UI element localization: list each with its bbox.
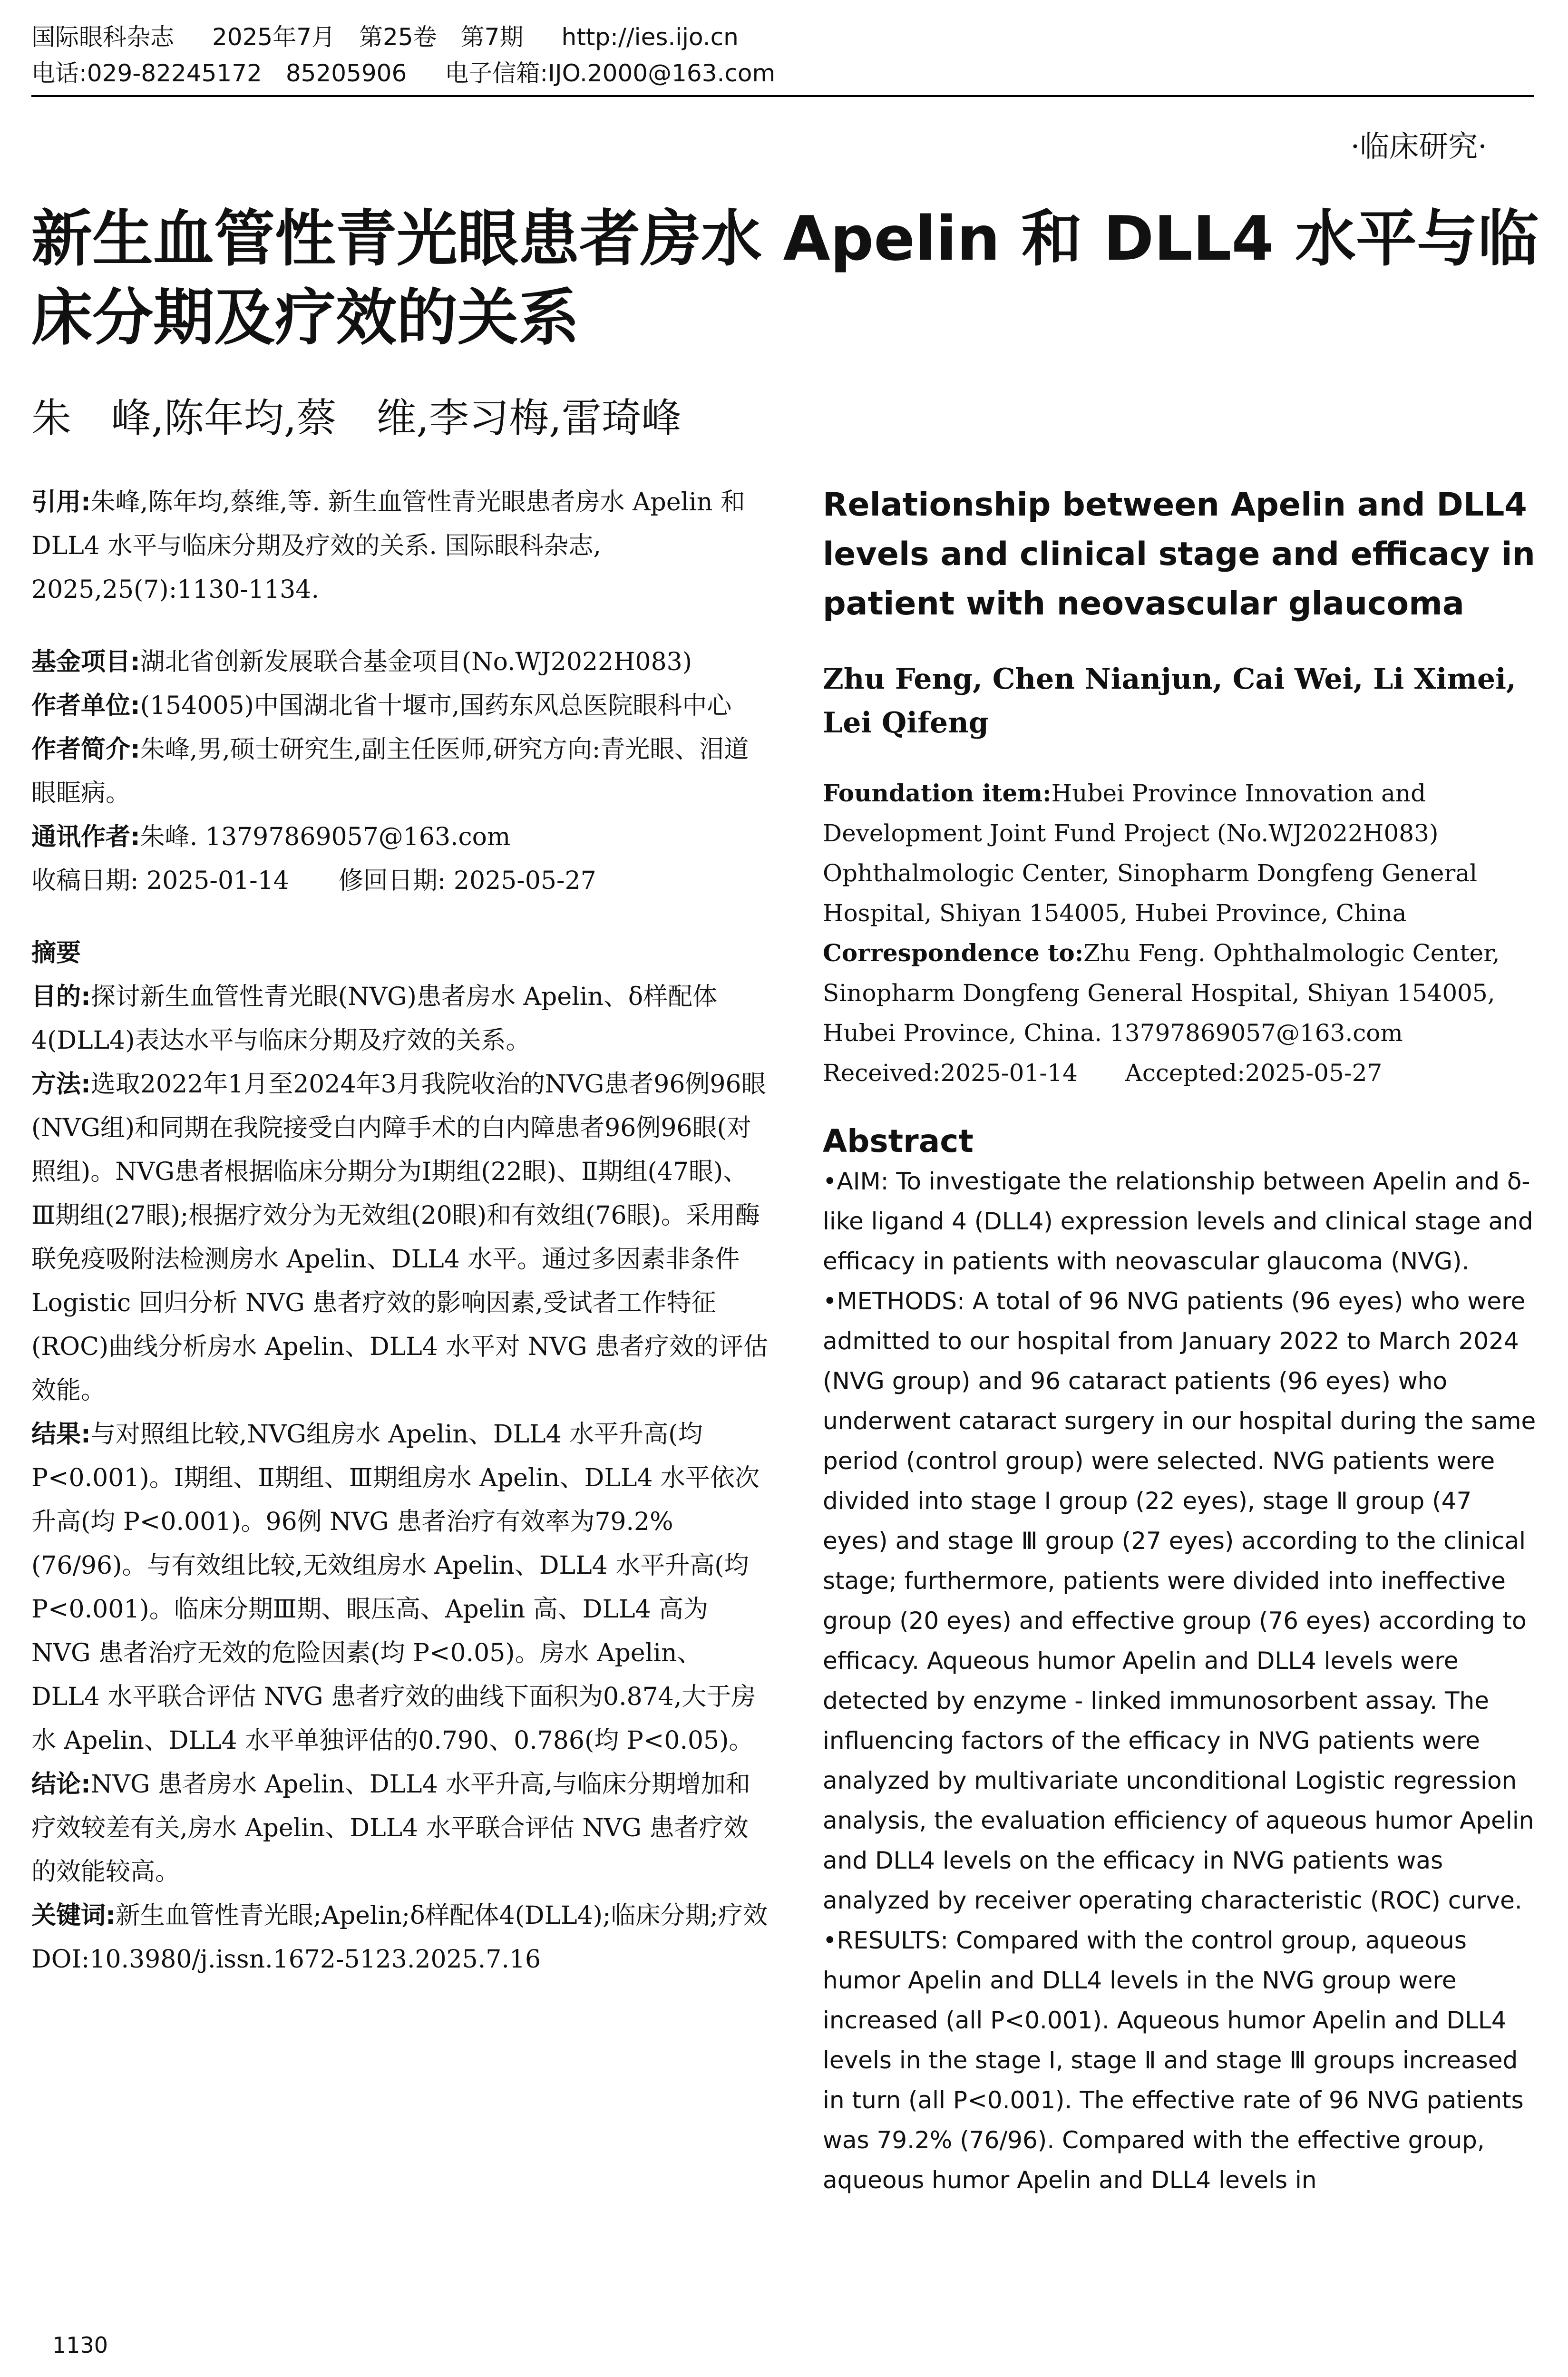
journal-url[interactable]: http://ies.ijo.cn bbox=[561, 23, 739, 51]
abstract-heading: 摘要 bbox=[31, 939, 81, 967]
en-fund: Foundation item:Hubei Province Innovation and Development Joint Fund Project (No.WJ2022H083) bbox=[823, 779, 1439, 847]
page-number: 1130 bbox=[52, 2332, 108, 2358]
en-dates: Received:2025-01-14 Accepted:2025-05-27 bbox=[823, 1059, 1383, 1087]
en-aim: •AIM: To investigate the relationship between Apelin and δ-like ligand 4 (DLL4) expression levels and clinical stage and efficacy in patients with neovascular glaucoma (NVG). bbox=[823, 1168, 1533, 1275]
doi[interactable]: DOI:10.3980/j.issn.1672-5123.2025.7.16 bbox=[31, 1945, 541, 1974]
english-authors: Zhu Feng, Chen Nianjun, Cai Wei, Li Ximei, Lei Qifeng bbox=[823, 662, 1516, 740]
english-column bbox=[823, 480, 1536, 2200]
citation: 引用:朱峰,陈年均,蔡维,等. 新生血管性青光眼患者房水 Apelin 和 DLL4 水平与临床分期及疗效的关系. 国际眼科杂志, 2025,25(7):1130-1134. bbox=[31, 488, 745, 604]
author-list: 朱 峰,陈年均,蔡 维,李习梅,雷琦峰 bbox=[31, 395, 682, 441]
paper-title: 新生血管性青光眼患者房水 Apelin 和 DLL4 水平与临床分期及疗效的关系 bbox=[31, 204, 1539, 353]
corresponding: 通讯作者:朱峰. 13797869057@163.com bbox=[31, 823, 511, 851]
phone: 电话:029-82245172 85205906 bbox=[31, 59, 407, 87]
issue-info: 2025年7月 第25卷 第7期 bbox=[212, 23, 524, 51]
chinese-column bbox=[31, 480, 769, 1981]
en-methods: •METHODS: A total of 96 NVG patients (96 eyes) who were admitted to our hospital from January 2022 to March 2024 (NVG group) and 96 cataract patients (96 eyes) who underwent cataract surgery in our hospital during the same period (control group) were selected. NVG patients were divided into stage Ⅰ group (22 eyes), stage Ⅱ group (47 eyes) and stage Ⅲ group (27 eyes) according to the clinical stage; furthermore, patients were divided into ineffective group (20 eyes) and effective group (76 eyes) according to efficacy. Aqueous humor Apelin and DLL4 levels were detected by enzyme - linked immunosorbent assay. The influencing factors of the efficacy in NVG patients were analyzed by multivariate unconditional Logistic regression analysis, the evaluation efficiency of aqueous humor Apelin and DLL4 levels on the efficacy in NVG patients was analyzed by receiver operating characteristic (ROC) curve. bbox=[823, 1287, 1536, 1914]
running-header bbox=[31, 19, 1534, 97]
methods: 方法:选取2022年1月至2024年3月我院收治的NVG患者96例96眼(NVG组)和同期在我院接受白内障手术的白内障患者96例96眼(对照组)。NVG患者根据临床分期分为Ⅰ期组(22眼)、Ⅱ期组(47眼)、Ⅲ期组(27眼);根据疗效分为无效组(20眼)和有效组(76眼)。采用酶联免疫吸附法检测房水 Apelin、DLL4 水平。通过多因素非条件 Logistic 回归分析 NVG 患者疗效的影响因素,受试者工作特征(ROC)曲线分析房水 Apelin、DLL4 水平对 NVG 患者疗效的评估效能。 bbox=[31, 1070, 769, 1405]
fund: 基金项目:湖北省创新发展联合基金项目(No.WJ2022H083) bbox=[31, 648, 692, 676]
author-bio: 作者简介:朱峰,男,硕士研究生,副主任医师,研究方向:青光眼、泪道眼眶病。 bbox=[31, 735, 749, 808]
keywords: 关键词:新生血管性青光眼;Apelin;δ样配体4(DLL4);临床分期;疗效 bbox=[31, 1901, 768, 1930]
email: 电子信箱:IJO.2000@163.com bbox=[445, 59, 776, 87]
header-rule bbox=[31, 95, 1534, 97]
conclusion: 结论:NVG 患者房水 Apelin、DLL4 水平升高,与临床分期增加和疗效较差有关,房水 Apelin、DLL4 水平联合评估 NVG 患者疗效的效能较高。 bbox=[31, 1770, 750, 1886]
results: 结果:与对照组比较,NVG组房水 Apelin、DLL4 水平升高(均 P<0.001)。Ⅰ期组、Ⅱ期组、Ⅲ期组房水 Apelin、DLL4 水平依次升高(均 P<0.001)。96例 NVG 患者治疗有效率为79.2%(76/96)。与有效组比较,无效组房水 Apelin、DLL4 水平升高(均 P<0.001)。临床分期Ⅲ期、眼压高、Apelin 高、DLL4 高为 NVG 患者治疗无效的危险因素(均 P<0.05)。房水 Apelin、DLL4 水平联合评估 NVG 患者疗效的曲线下面积为0.874,大于房水 Apelin、DLL4 水平单独评估的0.790、0.786(均 P<0.05)。 bbox=[31, 1420, 760, 1755]
section-label: ·临床研究· bbox=[1350, 129, 1487, 164]
affiliation: 作者单位:(154005)中国湖北省十堰市,国药东风总医院眼科中心 bbox=[31, 692, 732, 720]
en-abstract-heading: Abstract bbox=[823, 1123, 974, 1159]
english-title: Relationship between Apelin and DLL4 levels and clinical stage and efficacy in patient with neovascular glaucoma bbox=[823, 486, 1535, 623]
journal-name: 国际眼科杂志 bbox=[31, 23, 174, 51]
en-affiliation: Ophthalmologic Center, Sinopharm Dongfeng General Hospital, Shiyan 154005, Hubei Province, China bbox=[823, 859, 1478, 927]
en-results: •RESULTS: Compared with the control group, aqueous humor Apelin and DLL4 levels in the NVG group were increased (all P<0.001). Aqueous humor Apelin and DLL4 levels in the stage Ⅰ, stage Ⅱ and stage Ⅲ groups increased in turn (all P<0.001). The effective rate of 96 NVG patients was 79.2% (76/96). Compared with the effective group, aqueous humor Apelin and DLL4 levels in bbox=[823, 1927, 1524, 2194]
dates: 收稿日期: 2025-01-14 修回日期: 2025-05-27 bbox=[31, 867, 596, 895]
en-correspondence: Correspondence to:Zhu Feng. Ophthalmologic Center, Sinopharm Dongfeng General Hospital, Shiyan 154005, Hubei Province, China. 13797869057@163.com bbox=[823, 939, 1500, 1047]
aim: 目的:探讨新生血管性青光眼(NVG)患者房水 Apelin、δ样配体4(DLL4)表达水平与临床分期及疗效的关系。 bbox=[31, 983, 718, 1055]
